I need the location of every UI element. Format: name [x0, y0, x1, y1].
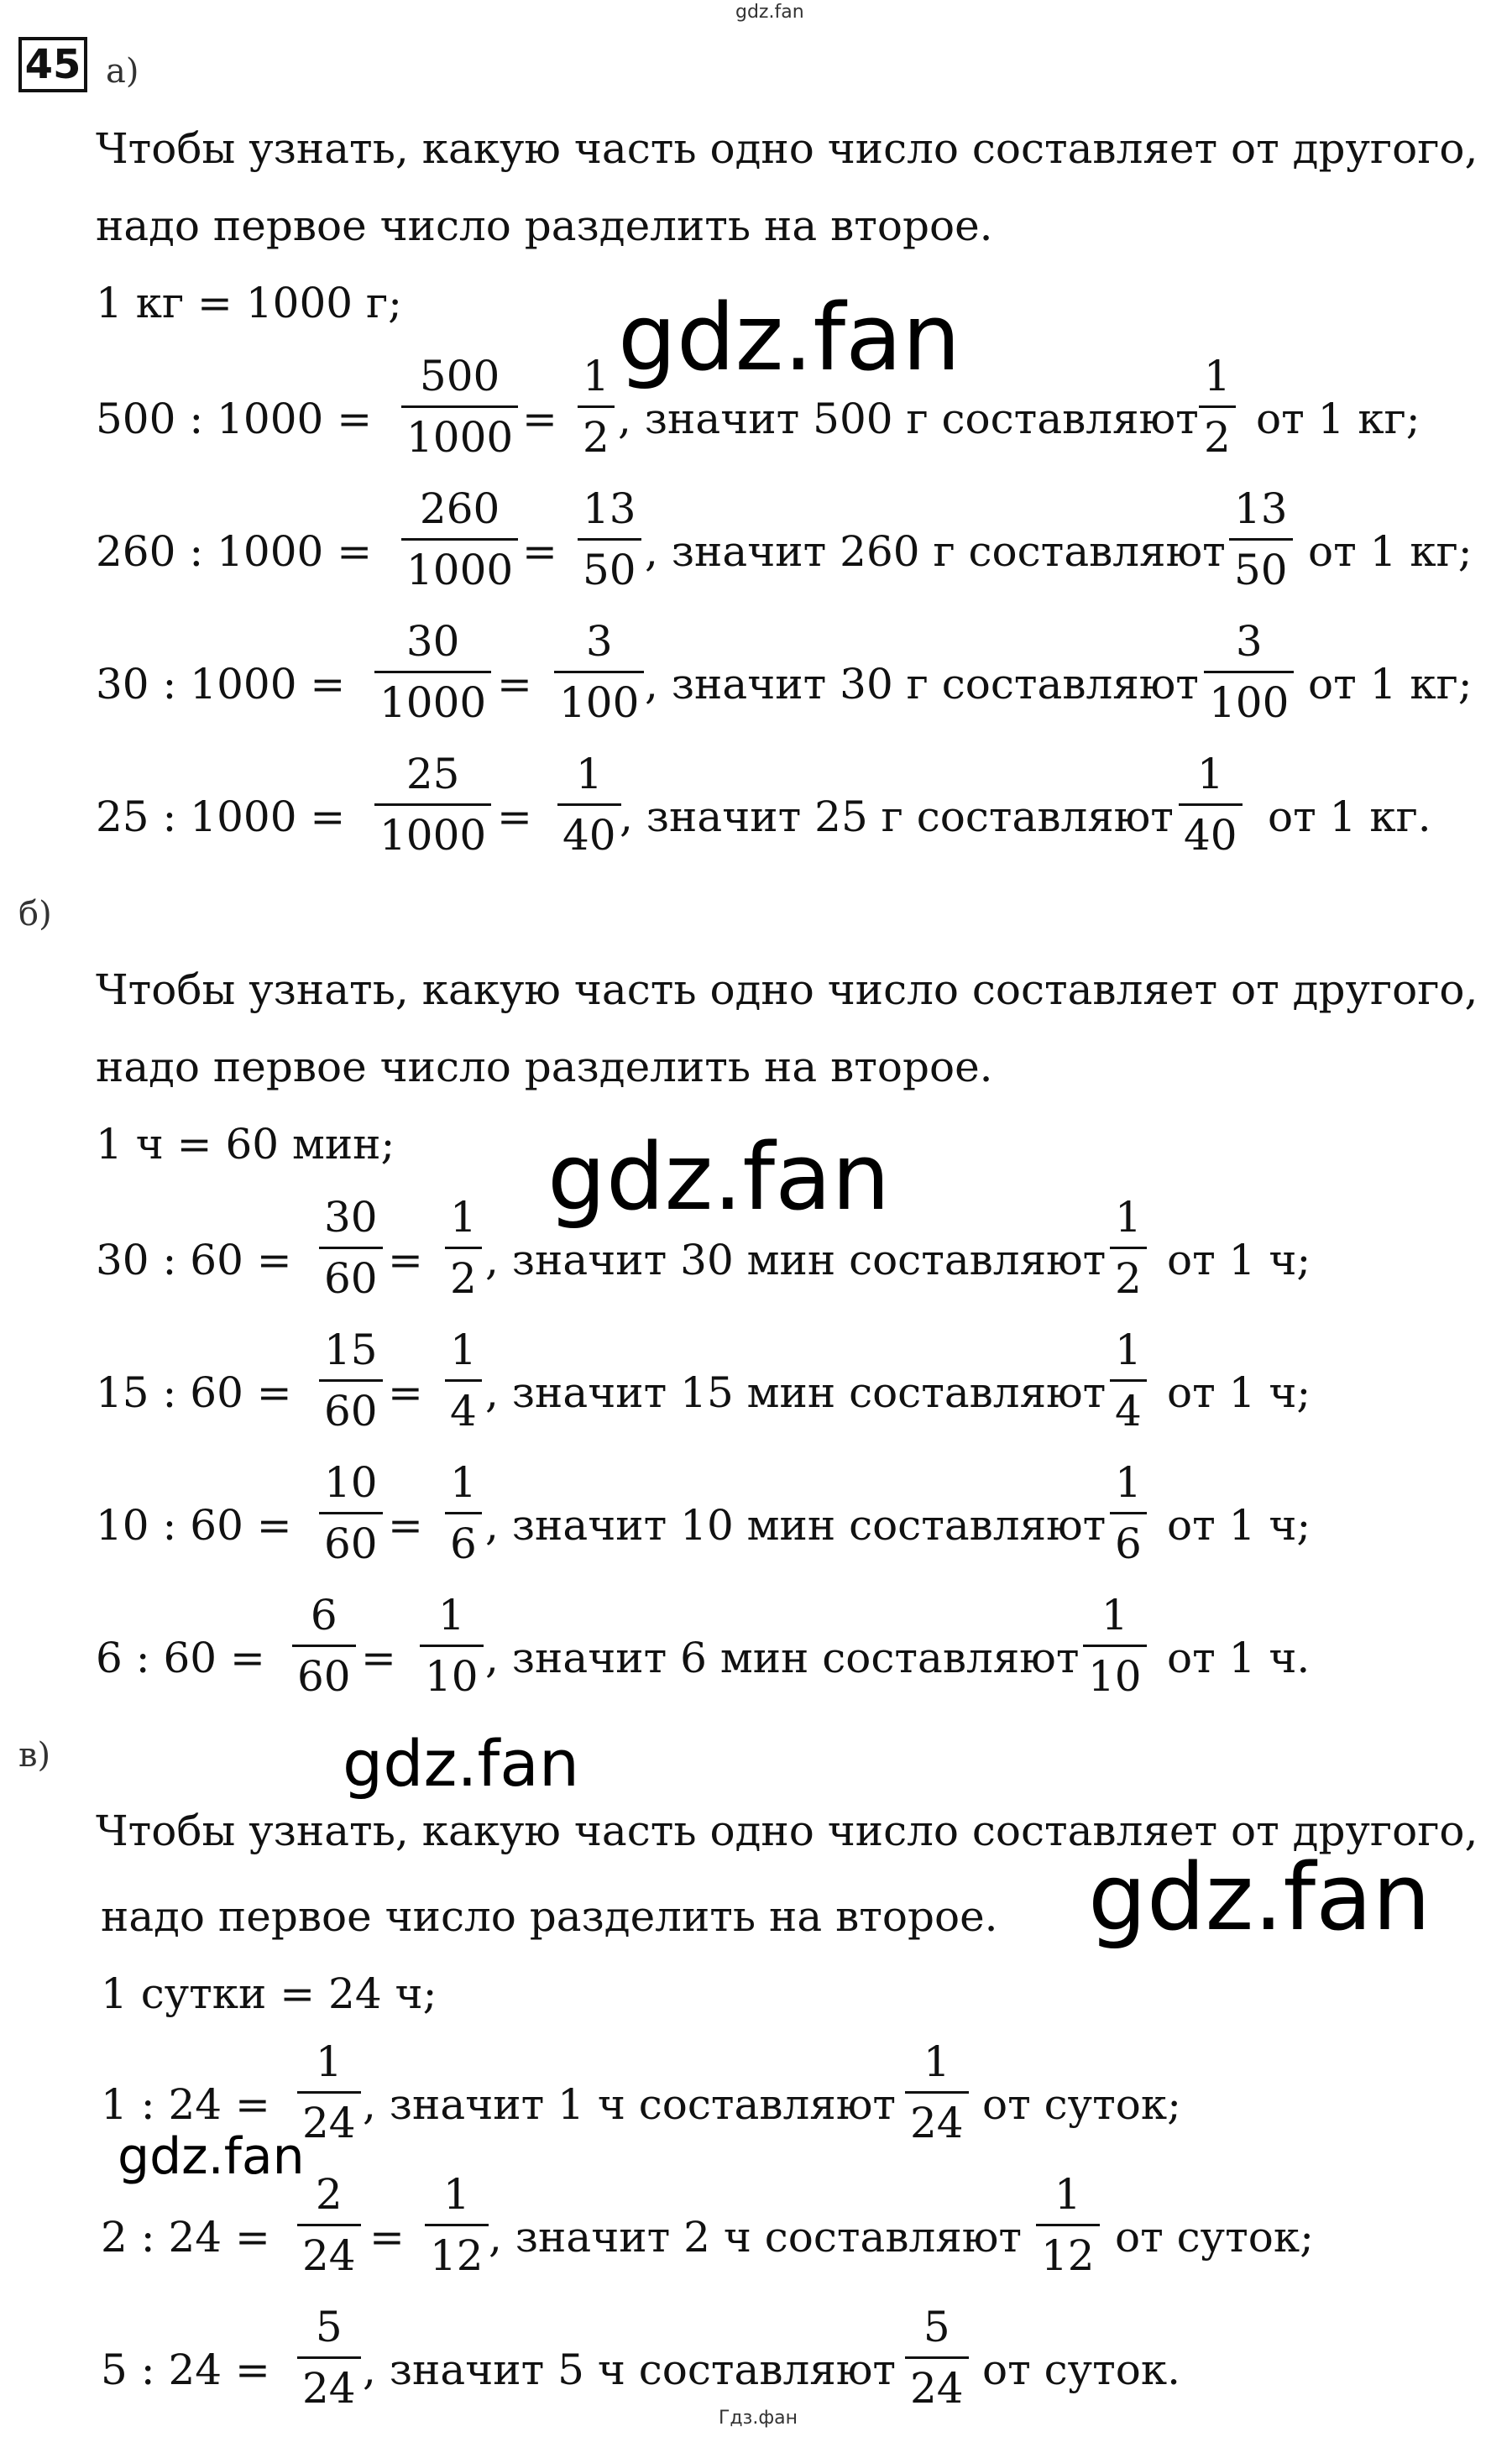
denominator: 4: [1110, 1379, 1147, 1432]
numerator: 1: [450, 1193, 477, 1242]
eq-lhs: 5 : 24 =: [101, 2345, 270, 2394]
numerator: 1: [1115, 1458, 1142, 1507]
numerator: 30: [405, 617, 460, 666]
tail-text: от суток;: [1115, 2213, 1314, 2262]
numerator: 1: [923, 2037, 950, 2086]
rule-line-2-b: надо первое число разделить на второе.: [96, 1043, 993, 1091]
conclusion-text: , значит 15 мин составляют: [485, 1368, 1107, 1417]
tail-text: от 1 кг.: [1268, 792, 1431, 841]
fraction: [1110, 1458, 1147, 1568]
eq-lhs: 30 : 60 =: [96, 1236, 292, 1284]
denominator: 50: [1229, 538, 1293, 591]
conclusion-text: , значит 10 мин составляют: [485, 1501, 1107, 1550]
fraction: [401, 484, 518, 594]
equals-sign: =: [522, 395, 557, 443]
denominator: 40: [1179, 803, 1243, 856]
numerator: 6: [310, 1591, 337, 1639]
tail-text: от суток;: [982, 2080, 1181, 2129]
numerator: 30: [324, 1193, 378, 1242]
denominator: 6: [445, 1512, 482, 1565]
watermark-2: gdz.fan: [547, 1123, 891, 1231]
equals-sign: =: [361, 1634, 396, 1682]
denominator: 4: [445, 1379, 482, 1432]
fraction: [905, 2303, 969, 2413]
equals-sign: =: [369, 2213, 405, 2262]
watermark-4: gdz.fan: [1088, 1843, 1431, 1951]
conversion-b: 1 ч = 60 мин;: [96, 1120, 395, 1169]
eq-lhs: 260 : 1000 =: [96, 527, 373, 576]
denominator: 10: [1083, 1645, 1147, 1697]
numerator: 500: [419, 352, 500, 400]
equals-sign: =: [497, 792, 532, 841]
rule-line-2-c: надо первое число разделить на второе.: [101, 1892, 998, 1941]
fraction: [905, 2037, 969, 2147]
fraction: [292, 1591, 356, 1701]
numerator: 3: [585, 617, 613, 666]
fraction: [1204, 617, 1294, 727]
numerator: 10: [324, 1458, 378, 1507]
numerator: 25: [405, 750, 460, 798]
numerator: 1: [1204, 352, 1231, 400]
numerator: 3: [1235, 617, 1263, 666]
fraction: [557, 750, 621, 860]
denominator: 1000: [401, 538, 518, 591]
denominator: 40: [557, 803, 621, 856]
rule-line-1-a: Чтобы узнать, какую часть одно число составляет от другого,: [96, 124, 1478, 173]
watermark-5: gdz.fan: [118, 2127, 305, 2186]
numerator: 1: [442, 2170, 470, 2219]
tail-text: от 1 ч;: [1167, 1501, 1311, 1550]
fraction: [1110, 1193, 1147, 1303]
denominator: 24: [905, 2356, 969, 2409]
tail-text: от 1 кг;: [1308, 660, 1473, 709]
fraction: [297, 2303, 361, 2413]
denominator: 24: [905, 2091, 969, 2144]
numerator: 1: [437, 1591, 465, 1639]
fraction: [1229, 484, 1293, 594]
eq-lhs: 500 : 1000 =: [96, 395, 373, 443]
fraction: [297, 2170, 361, 2280]
part-label-c: в): [18, 1736, 51, 1775]
equals-sign: =: [497, 660, 532, 709]
fraction: [578, 352, 615, 462]
conversion-a: 1 кг = 1000 г;: [96, 279, 403, 327]
denominator: 24: [297, 2356, 361, 2409]
fraction: [401, 352, 518, 462]
rule-line-1-c: Чтобы узнать, какую часть одно число составляет от другого,: [96, 1807, 1478, 1855]
fraction: [445, 1458, 482, 1568]
denominator: 10: [420, 1645, 484, 1697]
numerator: 1: [1115, 1193, 1142, 1242]
tail-text: от 1 ч;: [1167, 1368, 1311, 1417]
tail-text: от 1 кг;: [1256, 395, 1420, 443]
fraction: [425, 2170, 489, 2280]
numerator: 1: [1115, 1326, 1142, 1374]
denominator: 12: [1036, 2224, 1100, 2277]
fraction: [319, 1458, 383, 1568]
denominator: 1000: [401, 405, 518, 458]
watermark-3: gdz.fan: [343, 1726, 580, 1801]
numerator: 1: [575, 750, 603, 798]
numerator: 1: [450, 1458, 477, 1507]
equals-sign: =: [388, 1236, 423, 1284]
problem-number: 45: [18, 37, 87, 92]
rule-line-1-b: Чтобы узнать, какую часть одно число составляет от другого,: [96, 965, 1478, 1014]
denominator: 60: [319, 1512, 383, 1565]
fraction: [554, 617, 644, 727]
denominator: 1000: [374, 671, 491, 724]
fraction: [1179, 750, 1243, 860]
conclusion-text: , значит 500 г составляют: [618, 395, 1199, 443]
fraction: [1083, 1591, 1147, 1701]
numerator: 1: [583, 352, 610, 400]
eq-lhs: 1 : 24 =: [101, 2080, 270, 2129]
equals-sign: =: [522, 527, 557, 576]
denominator: 6: [1110, 1512, 1147, 1565]
tail-text: от суток.: [982, 2345, 1180, 2394]
footer-watermark: Гдз.фан: [719, 2408, 798, 2429]
top-watermark: gdz.fan: [735, 2, 804, 23]
part-label-a: а): [106, 52, 139, 91]
fraction: [1110, 1326, 1147, 1436]
numerator: 13: [1234, 484, 1288, 533]
eq-lhs: 25 : 1000 =: [96, 792, 346, 841]
fraction: [319, 1193, 383, 1303]
watermark-1: gdz.fan: [618, 284, 961, 391]
eq-lhs: 2 : 24 =: [101, 2213, 270, 2262]
numerator: 5: [315, 2303, 343, 2351]
conclusion-text: , значит 260 г составляют: [645, 527, 1226, 576]
fraction: [297, 2037, 361, 2147]
eq-lhs: 10 : 60 =: [96, 1501, 292, 1550]
denominator: 60: [319, 1379, 383, 1432]
eq-lhs: 6 : 60 =: [96, 1634, 265, 1682]
denominator: 100: [554, 671, 644, 724]
numerator: 2: [315, 2170, 343, 2219]
denominator: 100: [1204, 671, 1294, 724]
conclusion-text: , значит 25 г составляют: [620, 792, 1174, 841]
fraction: [445, 1326, 482, 1436]
tail-text: от 1 кг;: [1308, 527, 1473, 576]
fraction: [1199, 352, 1236, 462]
conclusion-text: , значит 1 ч составляют: [363, 2080, 897, 2129]
numerator: 1: [450, 1326, 477, 1374]
numerator: 260: [419, 484, 500, 533]
numerator: 1: [1196, 750, 1224, 798]
conclusion-text: , значит 2 ч составляют: [489, 2213, 1023, 2262]
conclusion-text: , значит 6 мин составляют: [485, 1634, 1080, 1682]
denominator: 2: [578, 405, 615, 458]
denominator: 12: [425, 2224, 489, 2277]
conversion-c: 1 сутки = 24 ч;: [101, 1969, 437, 2018]
numerator: 15: [324, 1326, 378, 1374]
fraction: [1036, 2170, 1100, 2280]
conclusion-text: , значит 5 ч составляют: [363, 2345, 897, 2394]
numerator: 1: [1054, 2170, 1081, 2219]
fraction: [319, 1326, 383, 1436]
fraction: [374, 617, 491, 727]
conclusion-text: , значит 30 мин составляют: [485, 1236, 1107, 1284]
denominator: 60: [292, 1645, 356, 1697]
denominator: 24: [297, 2091, 361, 2144]
fraction: [374, 750, 491, 860]
numerator: 5: [923, 2303, 950, 2351]
denominator: 2: [445, 1247, 482, 1300]
fraction: [420, 1591, 484, 1701]
numerator: 1: [1101, 1591, 1128, 1639]
tail-text: от 1 ч;: [1167, 1236, 1311, 1284]
denominator: 50: [578, 538, 641, 591]
numerator: 1: [315, 2037, 343, 2086]
denominator: 24: [297, 2224, 361, 2277]
eq-lhs: 15 : 60 =: [96, 1368, 292, 1417]
conclusion-text: , значит 30 г составляют: [645, 660, 1199, 709]
tail-text: от 1 ч.: [1167, 1634, 1311, 1682]
numerator: 13: [583, 484, 636, 533]
fraction: [445, 1193, 482, 1303]
denominator: 1000: [374, 803, 491, 856]
rule-line-2-a: надо первое число разделить на второе.: [96, 201, 993, 250]
denominator: 2: [1199, 405, 1236, 458]
denominator: 60: [319, 1247, 383, 1300]
fraction: [578, 484, 641, 594]
equals-sign: =: [388, 1501, 423, 1550]
equals-sign: =: [388, 1368, 423, 1417]
eq-lhs: 30 : 1000 =: [96, 660, 346, 709]
part-label-b: б): [18, 895, 52, 933]
denominator: 2: [1110, 1247, 1147, 1300]
